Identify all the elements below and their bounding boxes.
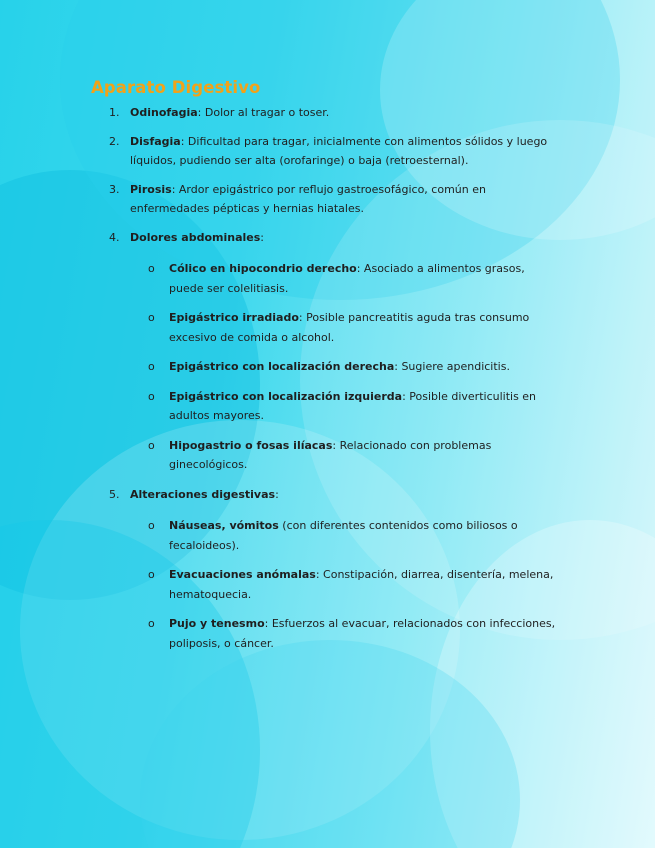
sub-list-item <box>130 387 561 426</box>
sub-item-description: : Relacionado con problemas ginecológicos. <box>169 438 492 471</box>
item-number: 5. <box>109 487 120 501</box>
sub-list-item <box>130 436 561 475</box>
bullet-marker: o <box>148 360 155 373</box>
item-description: : Dolor al tragar o toser. <box>197 106 330 119</box>
symptom-list <box>91 103 561 653</box>
item-description: : <box>275 487 279 501</box>
sub-item-description: : Asociado a alimentos grasos, puede ser colelitiasis. <box>169 262 525 295</box>
page-title: Aparato Digestivo <box>91 78 261 97</box>
sub-item-term: Cólico en hipocondrio derecho <box>169 262 357 275</box>
sub-item-description: : Posible diverticulitis en adultos mayores. <box>169 389 537 422</box>
item-description: : Ardor epigástrico por reflujo gastroesofágico, común en enfermedades pépticas y hernias hiatales. <box>130 182 486 215</box>
sub-list-item <box>130 259 561 298</box>
sub-item-description: : Esfuerzos al evacuar, relacionados con infecciones, poliposis, o cáncer. <box>169 617 556 650</box>
list-item <box>91 228 561 475</box>
item-description: : Dificultad para tragar, inicialmente con alimentos sólidos y luego líquidos, pudiendo ser alta (orofaringe) o baja (retroesternal). <box>130 134 548 167</box>
sub-item-term: Náuseas, vómitos <box>169 519 279 532</box>
item-term: Alteraciones digestivas <box>130 487 276 501</box>
item-number: 3. <box>109 182 120 196</box>
item-number: 1. <box>109 106 120 119</box>
sub-item-term: Epigástrico con localización derecha <box>169 360 395 373</box>
item-term: Pirosis <box>130 182 172 196</box>
sub-item-description: : Sugiere apendicitis. <box>394 360 510 373</box>
sub-item-description: : Posible pancreatitis aguda tras consumo excesivo de comida o alcohol. <box>169 311 530 344</box>
sub-list <box>130 259 561 475</box>
bullet-marker: o <box>148 262 155 275</box>
sub-list <box>130 516 561 653</box>
sub-item-term: Hipogastrio o fosas ilíacas <box>169 438 333 452</box>
item-number: 4. <box>109 230 120 244</box>
bullet-marker: o <box>148 519 155 532</box>
item-term: Dolores abdominales <box>130 230 261 244</box>
sub-item-term: Evacuaciones anómalas <box>169 568 316 581</box>
sub-item-description: (con diferentes contenidos como biliosos o fecaloideos). <box>169 519 518 552</box>
bullet-marker: o <box>148 311 155 324</box>
document-content <box>91 78 561 663</box>
bullet-marker: o <box>148 389 155 403</box>
sub-item-description: : Constipación, diarrea, disentería, melena, hematoquecia. <box>169 568 554 601</box>
item-number: 2. <box>109 134 120 148</box>
bullet-marker: o <box>148 617 155 630</box>
sub-list-item <box>130 308 561 347</box>
list-item <box>91 103 561 123</box>
item-description: : <box>260 230 264 244</box>
sub-list-item <box>130 516 561 555</box>
sub-item-term: Pujo y tenesmo <box>169 617 265 630</box>
sub-list-item <box>130 565 561 604</box>
item-term: Odinofagia <box>130 106 198 119</box>
list-item <box>91 485 561 654</box>
sub-list-item <box>130 614 561 653</box>
item-term: Disfagia <box>130 134 181 148</box>
list-item <box>91 132 561 171</box>
sub-item-term: Epigástrico con localización izquierda <box>169 389 403 403</box>
bullet-marker: o <box>148 568 155 581</box>
sub-list-item <box>130 357 561 377</box>
bullet-marker: o <box>148 438 155 452</box>
sub-item-term: Epigástrico irradiado <box>169 311 299 324</box>
list-item <box>91 180 561 219</box>
